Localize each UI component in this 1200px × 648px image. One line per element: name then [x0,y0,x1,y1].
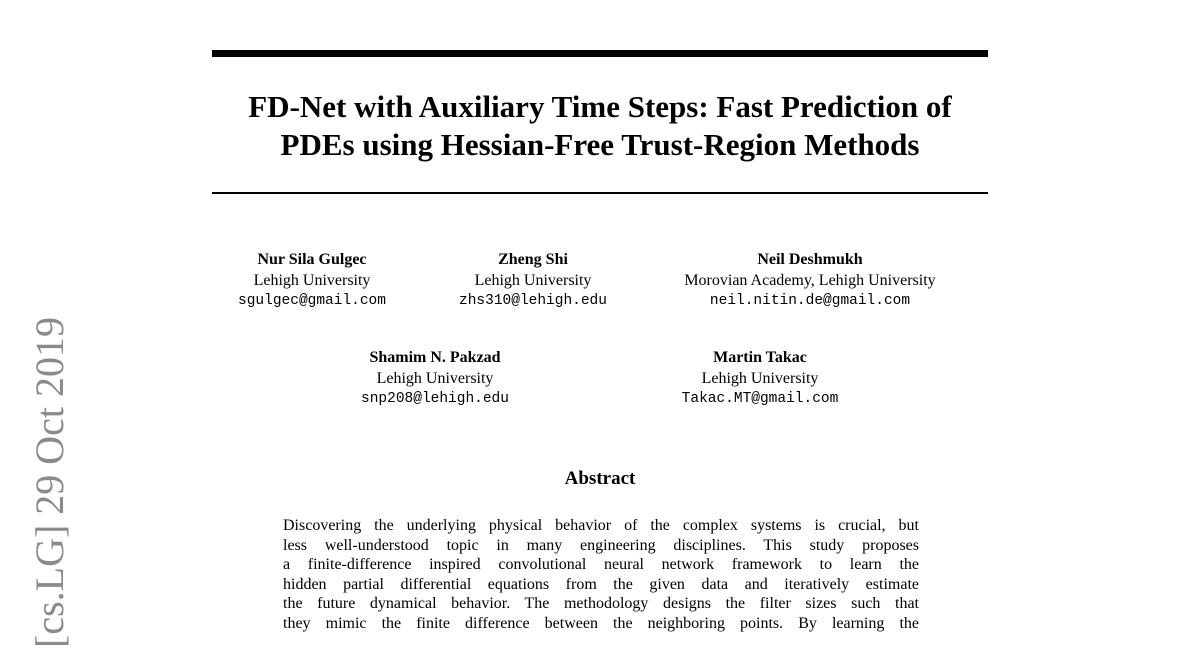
author-block [662,347,858,410]
abstract-body [283,516,919,633]
abstract-line: less well-understood topic in many engineering disciplines. This study proposes [283,536,919,554]
author-affiliation: Lehigh University [376,370,494,387]
author-name: Martin Takac [713,349,807,366]
author-name: Nur Sila Gulgec [257,251,367,268]
title-line: PDEs using Hessian-Free Trust-Region Methods [280,127,920,162]
abstract-line: the future dynamical behavior. The methodology designs the filter sizes such that [283,595,919,612]
author-email[interactable]: neil.nitin.de@gmail.com [709,293,911,309]
author-email[interactable]: snp208@lehigh.edu [361,391,509,407]
paper-title [200,88,1000,164]
author-block [222,249,402,312]
abstract-heading: Abstract [564,468,636,489]
abstract-line: a finite-difference inspired convolutional neural network framework to learn the [283,556,919,573]
author-block [340,347,530,410]
author-name: Zheng Shi [498,251,568,268]
author-name: Shamim N. Pakzad [369,349,501,366]
author-email[interactable]: zhs310@lehigh.edu [459,293,607,309]
author-block [440,249,626,312]
abstract-line: hidden partial differential equations from the given data and iteratively estimate [283,575,919,593]
author-email[interactable]: Takac.MT@gmail.com [681,391,839,407]
abstract-line: they mimic the finite difference between the neighboring points. By learning the [283,614,919,632]
author-block [650,249,970,312]
author-affiliation: Morovian Academy, Lehigh University [684,272,936,289]
author-affiliation: Lehigh University [253,272,371,289]
author-affiliation: Lehigh University [474,272,592,289]
title-rule [212,192,988,194]
author-name: Neil Deshmukh [757,251,863,268]
author-email[interactable]: sgulgec@gmail.com [238,293,386,309]
author-affiliation: Lehigh University [701,370,819,387]
abstract-line: Discovering the underlying physical behavior of the complex systems is crucial, but [283,517,919,534]
arxiv-side-stamp: [cs.LG] 29 Oct 2019 [27,316,72,648]
top-rule [212,50,988,57]
title-line: FD-Net with Auxiliary Time Steps: Fast Prediction of [248,89,952,124]
